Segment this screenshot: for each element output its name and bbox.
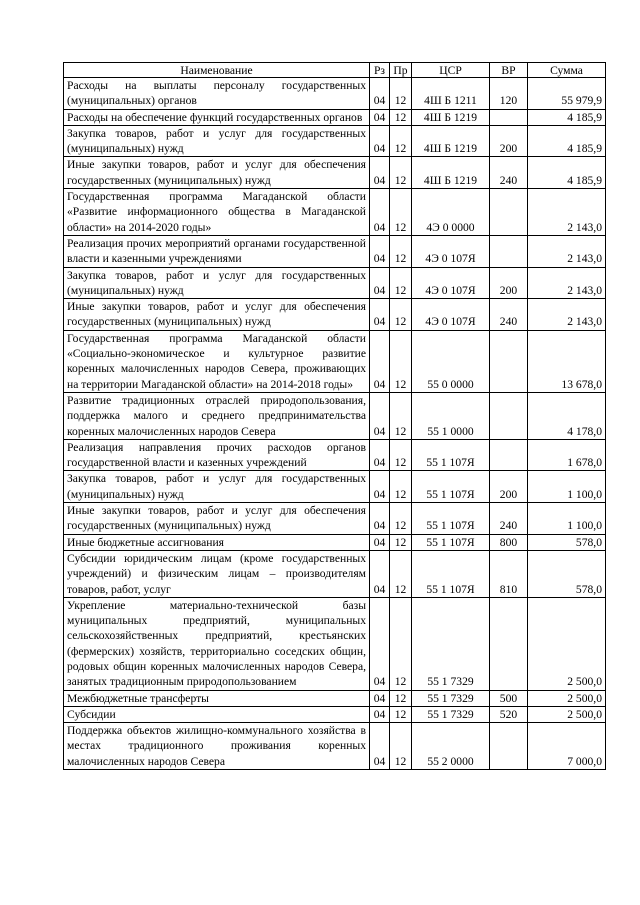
header-sum: Сумма — [528, 63, 606, 78]
cell-pr: 12 — [390, 690, 412, 706]
cell-vr — [490, 392, 528, 439]
cell-sum: 55 979,9 — [528, 78, 606, 110]
cell-vr: 520 — [490, 706, 528, 722]
cell-rz: 04 — [370, 690, 390, 706]
cell-vr — [490, 109, 528, 125]
cell-name: Иные закупки товаров, работ и услуг для обеспечения государственных (муниципальных) нужд — [64, 157, 370, 189]
table-row — [64, 78, 606, 110]
table-row — [64, 550, 606, 597]
cell-name: Укрепление материально-технической базы муниципальных предприятий, муниципальных сельскохозяйственных предприятий, крестьянских (фермерских) хозяйств, территориально соседских общин, родовых общин коренных малочисленных народов Севера, занятых традиционным природопользованием — [64, 597, 370, 690]
cell-pr: 12 — [390, 471, 412, 503]
cell-rz: 04 — [370, 330, 390, 392]
cell-name: Государственная программа Магаданской области «Социально-экономическое и культурное развитие коренных малочисленных народов Севера, проживающих на территории Магаданской области» на 2014-2018 годы» — [64, 330, 370, 392]
cell-csr: 4Ш Б 1219 — [412, 157, 490, 189]
cell-pr: 12 — [390, 157, 412, 189]
cell-pr: 12 — [390, 534, 412, 550]
cell-vr: 200 — [490, 125, 528, 157]
cell-rz: 04 — [370, 299, 390, 331]
cell-pr: 12 — [390, 299, 412, 331]
cell-vr: 500 — [490, 690, 528, 706]
cell-vr — [490, 597, 528, 690]
cell-name: Реализация прочих мероприятий органами государственной власти и казенными учреждениями — [64, 235, 370, 267]
cell-sum: 2 500,0 — [528, 597, 606, 690]
table-row — [64, 534, 606, 550]
cell-sum: 4 185,9 — [528, 157, 606, 189]
cell-rz: 04 — [370, 125, 390, 157]
cell-rz: 04 — [370, 392, 390, 439]
cell-pr: 12 — [390, 267, 412, 299]
cell-csr: 4Ш Б 1211 — [412, 78, 490, 110]
table-header — [64, 63, 606, 78]
table-row — [64, 235, 606, 267]
cell-pr: 12 — [390, 439, 412, 471]
cell-rz: 04 — [370, 267, 390, 299]
table-body — [64, 78, 606, 770]
cell-sum: 13 678,0 — [528, 330, 606, 392]
cell-name: Закупка товаров, работ и услуг для государственных (муниципальных) нужд — [64, 471, 370, 503]
table-row — [64, 706, 606, 722]
cell-sum: 2 143,0 — [528, 267, 606, 299]
table-row — [64, 267, 606, 299]
cell-vr: 240 — [490, 503, 528, 535]
cell-name: Расходы на обеспечение функций государственных органов — [64, 109, 370, 125]
cell-rz: 04 — [370, 534, 390, 550]
cell-sum: 2 500,0 — [528, 706, 606, 722]
cell-name: Закупка товаров, работ и услуг для государственных (муниципальных) нужд — [64, 267, 370, 299]
cell-name: Развитие традиционных отраслей природопользования, поддержка малого и среднего предпринимательства коренных малочисленных народов Севера — [64, 392, 370, 439]
cell-sum: 1 100,0 — [528, 471, 606, 503]
cell-rz: 04 — [370, 109, 390, 125]
cell-name: Межбюджетные трансферты — [64, 690, 370, 706]
cell-csr: 4Э 0 0000 — [412, 189, 490, 236]
table-row — [64, 299, 606, 331]
cell-name: Иные бюджетные ассигнования — [64, 534, 370, 550]
cell-csr: 4Ш Б 1219 — [412, 109, 490, 125]
header-rz: Рз — [370, 63, 390, 78]
cell-sum: 2 143,0 — [528, 189, 606, 236]
cell-rz: 04 — [370, 78, 390, 110]
cell-name: Реализация направления прочих расходов органов государственной власти и казенных учреждений — [64, 439, 370, 471]
cell-vr — [490, 330, 528, 392]
cell-pr: 12 — [390, 597, 412, 690]
cell-csr: 55 1 107Я — [412, 471, 490, 503]
cell-pr: 12 — [390, 78, 412, 110]
table-row — [64, 723, 606, 770]
table-row — [64, 471, 606, 503]
cell-name: Закупка товаров, работ и услуг для государственных (муниципальных) нужд — [64, 125, 370, 157]
cell-vr: 800 — [490, 534, 528, 550]
cell-vr — [490, 235, 528, 267]
cell-pr: 12 — [390, 109, 412, 125]
cell-vr: 240 — [490, 157, 528, 189]
cell-name: Расходы на выплаты персоналу государственных (муниципальных) органов — [64, 78, 370, 110]
cell-vr: 810 — [490, 550, 528, 597]
cell-name: Иные закупки товаров, работ и услуг для обеспечения государственных (муниципальных) нужд — [64, 503, 370, 535]
cell-sum: 4 178,0 — [528, 392, 606, 439]
cell-csr: 55 1 7329 — [412, 706, 490, 722]
cell-pr: 12 — [390, 235, 412, 267]
cell-sum: 2 143,0 — [528, 299, 606, 331]
table-row — [64, 690, 606, 706]
table-row — [64, 157, 606, 189]
cell-rz: 04 — [370, 597, 390, 690]
cell-pr: 12 — [390, 550, 412, 597]
table-row — [64, 189, 606, 236]
cell-name: Государственная программа Магаданской области «Развитие информационного общества в Магаданской области» на 2014-2020 годы» — [64, 189, 370, 236]
table-row — [64, 597, 606, 690]
cell-pr: 12 — [390, 392, 412, 439]
cell-csr: 55 1 107Я — [412, 534, 490, 550]
header-name: Наименование — [64, 63, 370, 78]
cell-vr — [490, 439, 528, 471]
cell-csr: 55 0 0000 — [412, 330, 490, 392]
cell-pr: 12 — [390, 189, 412, 236]
table-row — [64, 439, 606, 471]
cell-rz: 04 — [370, 550, 390, 597]
cell-csr: 4Э 0 107Я — [412, 299, 490, 331]
table-row — [64, 392, 606, 439]
cell-csr: 4Э 0 107Я — [412, 267, 490, 299]
cell-pr: 12 — [390, 330, 412, 392]
cell-sum: 4 185,9 — [528, 109, 606, 125]
cell-csr: 4Э 0 107Я — [412, 235, 490, 267]
cell-rz: 04 — [370, 723, 390, 770]
cell-pr: 12 — [390, 706, 412, 722]
budget-table — [63, 62, 606, 770]
cell-vr — [490, 189, 528, 236]
cell-csr: 55 2 0000 — [412, 723, 490, 770]
cell-name: Поддержка объектов жилищно-коммунального хозяйства в местах традиционного проживания коренных малочисленных народов Севера — [64, 723, 370, 770]
table-row — [64, 330, 606, 392]
cell-rz: 04 — [370, 189, 390, 236]
cell-vr: 120 — [490, 78, 528, 110]
cell-pr: 12 — [390, 503, 412, 535]
header-pr: Пр — [390, 63, 412, 78]
cell-rz: 04 — [370, 157, 390, 189]
cell-rz: 04 — [370, 471, 390, 503]
cell-name: Иные закупки товаров, работ и услуг для обеспечения государственных (муниципальных) нужд — [64, 299, 370, 331]
table-row — [64, 503, 606, 535]
table-row — [64, 125, 606, 157]
cell-vr: 200 — [490, 267, 528, 299]
cell-csr: 55 1 7329 — [412, 597, 490, 690]
cell-csr: 4Ш Б 1219 — [412, 125, 490, 157]
table-row — [64, 109, 606, 125]
cell-sum: 1 100,0 — [528, 503, 606, 535]
cell-csr: 55 1 107Я — [412, 550, 490, 597]
cell-rz: 04 — [370, 235, 390, 267]
cell-sum: 578,0 — [528, 550, 606, 597]
cell-sum: 1 678,0 — [528, 439, 606, 471]
cell-vr: 200 — [490, 471, 528, 503]
cell-rz: 04 — [370, 706, 390, 722]
cell-sum: 4 185,9 — [528, 125, 606, 157]
cell-name: Субсидии юридическим лицам (кроме государственных учреждений) и физическим лицам – производителям товаров, работ, услуг — [64, 550, 370, 597]
cell-csr: 55 1 0000 — [412, 392, 490, 439]
header-csr: ЦСР — [412, 63, 490, 78]
cell-csr: 55 1 107Я — [412, 439, 490, 471]
cell-rz: 04 — [370, 503, 390, 535]
cell-pr: 12 — [390, 723, 412, 770]
cell-rz: 04 — [370, 439, 390, 471]
cell-sum: 578,0 — [528, 534, 606, 550]
cell-csr: 55 1 7329 — [412, 690, 490, 706]
cell-sum: 2 500,0 — [528, 690, 606, 706]
cell-csr: 55 1 107Я — [412, 503, 490, 535]
header-row — [64, 63, 606, 78]
cell-vr: 240 — [490, 299, 528, 331]
cell-sum: 2 143,0 — [528, 235, 606, 267]
cell-pr: 12 — [390, 125, 412, 157]
cell-sum: 7 000,0 — [528, 723, 606, 770]
cell-name: Субсидии — [64, 706, 370, 722]
header-vr: ВР — [490, 63, 528, 78]
cell-vr — [490, 723, 528, 770]
